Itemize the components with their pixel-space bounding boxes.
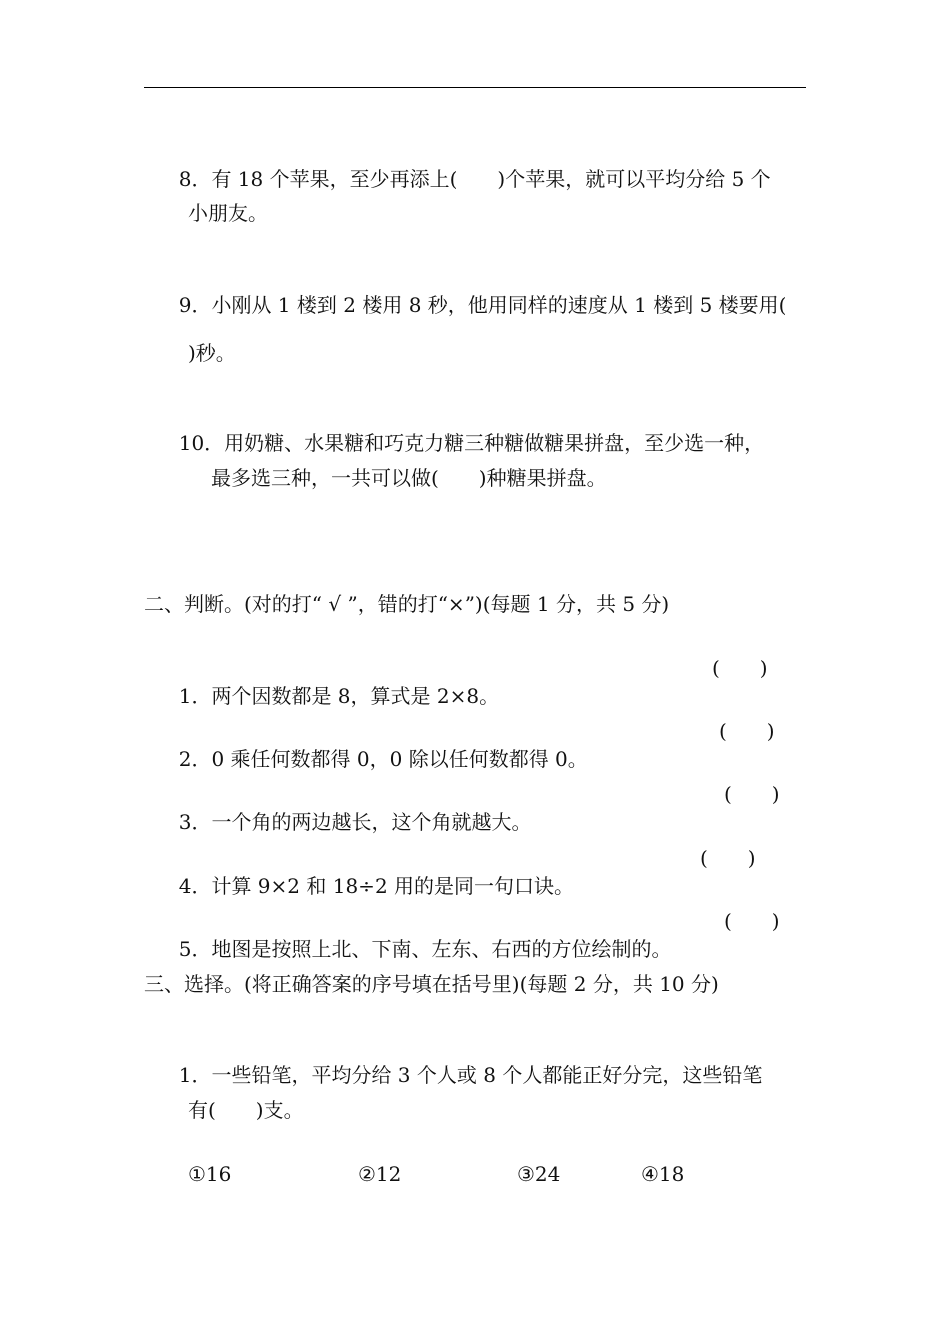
item-text: 0 乘任何数都得 0，0 除以任何数都得 0。 <box>211 747 588 771</box>
section-3-heading: 三、选择。(将正确答案的序号填在括号里)(每题 2 分，共 10 分) <box>144 972 719 996</box>
judge-item-5 <box>166 907 672 961</box>
choice-option-2[interactable]: ②12 <box>358 1162 402 1186</box>
question-number: 8． <box>178 167 212 191</box>
item-number: 2． <box>178 747 212 771</box>
choice-item-1-line-2: 有( )支。 <box>188 1098 304 1122</box>
question-text: 用奶糖、水果糖和巧克力糖三种糖做糖果拼盘，至少选一种， <box>224 431 765 455</box>
answer-blank[interactable]: ( ) <box>700 846 756 870</box>
question-text: 小刚从 1 楼到 2 楼用 8 秒，他用同样的速度从 1 楼到 5 楼要用( <box>211 293 787 317</box>
choice-option-1[interactable]: ①16 <box>188 1162 232 1186</box>
judge-item-4 <box>166 844 575 898</box>
choice-option-4[interactable]: ④18 <box>641 1162 685 1186</box>
answer-blank[interactable]: ( ) <box>724 782 780 806</box>
choice-item-1-line-1 <box>166 1033 763 1087</box>
item-number: 4． <box>178 874 212 898</box>
header-rule <box>144 87 806 88</box>
question-8-line-2: 小朋友。 <box>188 201 268 225</box>
item-number: 1． <box>178 1063 212 1087</box>
question-10-line-2: 最多选三种，一共可以做( )种糖果拼盘。 <box>211 466 607 490</box>
answer-blank[interactable]: ( ) <box>724 909 780 933</box>
question-9-line-2: )秒。 <box>188 341 236 365</box>
choice-option-3[interactable]: ③24 <box>517 1162 561 1186</box>
question-10-line-1 <box>166 401 765 455</box>
judge-item-1 <box>166 654 500 708</box>
section-2-heading: 二、判断。(对的打“ √ ”，错的打“×”)(每题 1 分，共 5 分) <box>144 592 670 616</box>
item-number: 3． <box>178 810 212 834</box>
item-number: 1． <box>178 684 212 708</box>
item-text: 地图是按照上北、下南、左东、右西的方位绘制的。 <box>211 937 672 961</box>
question-8-line-1 <box>166 137 771 191</box>
judge-item-2 <box>166 717 588 771</box>
item-text: 计算 9×2 和 18÷2 用的是同一句口诀。 <box>211 874 575 898</box>
item-number: 5． <box>178 937 212 961</box>
answer-blank[interactable]: ( ) <box>719 719 775 743</box>
answer-blank[interactable]: ( ) <box>712 656 768 680</box>
judge-item-3 <box>166 780 532 834</box>
question-9-line-1 <box>166 263 787 317</box>
item-text: 一些铅笔，平均分给 3 个人或 8 个人都能正好分完，这些铅笔 <box>211 1063 763 1087</box>
item-text: 两个因数都是 8，算式是 2×8。 <box>211 684 500 708</box>
question-number: 10． <box>178 431 225 455</box>
item-text: 一个角的两边越长，这个角就越大。 <box>211 810 532 834</box>
question-number: 9． <box>178 293 212 317</box>
question-text: 有 18 个苹果，至少再添上( )个苹果，就可以平均分给 5 个 <box>211 167 771 191</box>
